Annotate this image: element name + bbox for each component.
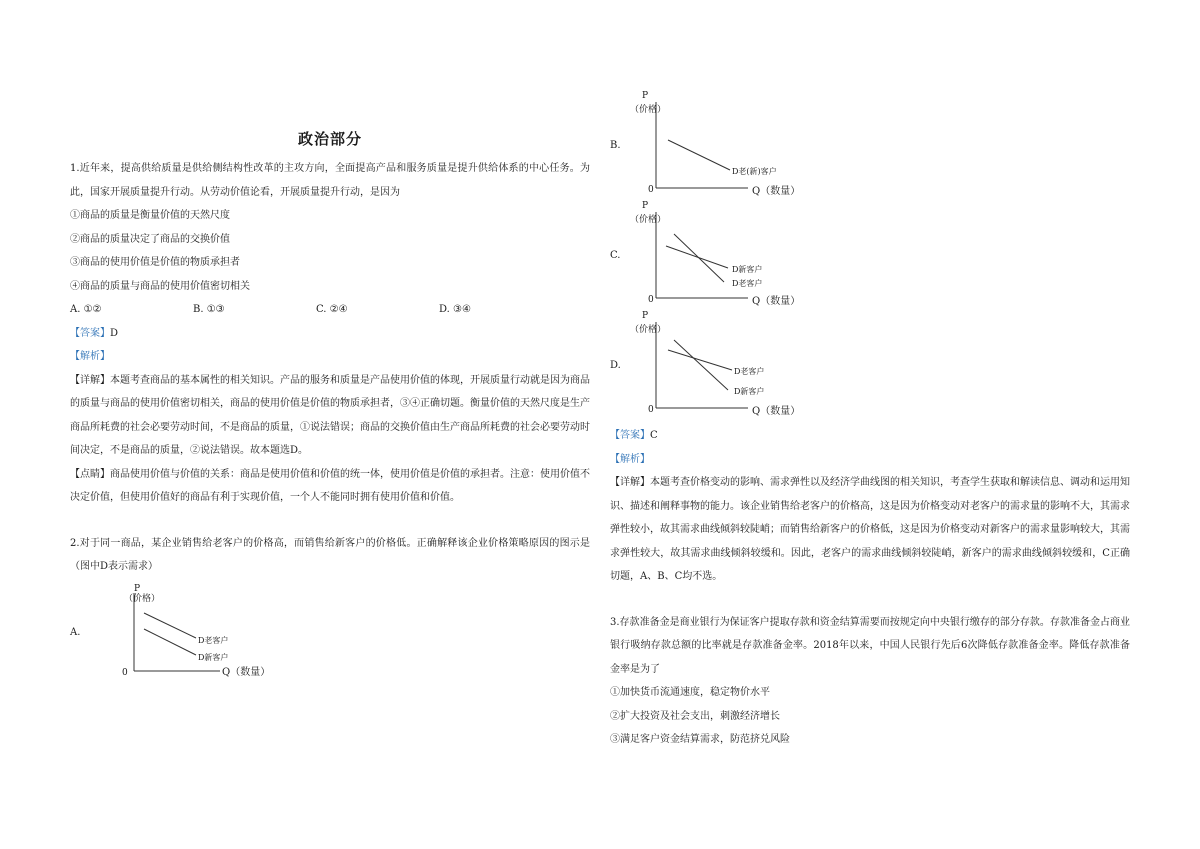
q1-analysis-tag (70, 345, 590, 369)
graph-d (610, 310, 1130, 420)
axis-p-cn-label: （价格） (124, 593, 161, 604)
detail-text: 本题考查商品的基本属性的相关知识。产品的服务和质量是产品使用价值的体现，开展质量行动就是因为商品的质量与商品的使用价值密切相关，商品的使用价值是价值的物质承担者，③④正确切题。衡量价值的天然尺度是生产商品所耗费的社会必要劳动时间，不是商品的质量，①说法错误；商品的交换价值由生产商品所耗费的社会必要劳动时间决定，不是商品的质量，②说法错误。故本题选D。 (70, 374, 590, 456)
axis-p-cn-label: （价格） (630, 325, 667, 335)
q3-stem: 3.存款准备金是商业银行为保证客户提取存款和资金结算需要而按规定向中央银行缴存的部分存款。存款准备金占商业银行吸纳存款总额的比率就是存款准备金率。2018年以来，中国人民银行先后6次降低存款准备金率。降低存款准备金率是为了 (610, 616, 1130, 675)
tip-text: 商品使用价值与价值的关系：商品是使用价值和价值的统一体，使用价值是价值的承担者。注意：使用价值不决定价值，但使用价值好的商品有利于实现价值，一个人不能同时拥有使用价值和价值。 (70, 468, 590, 503)
curve-label-old: D老客户 (734, 367, 765, 376)
curve-label-new: D新客户 (732, 265, 763, 274)
demand-curve-old (674, 234, 724, 282)
demand-chart-c (628, 200, 858, 310)
answer-value: D (110, 327, 119, 339)
demand-curve-new (674, 340, 728, 390)
analysis-tag: 【解析】 (70, 351, 110, 362)
tip-tag: 【点睛】 (70, 468, 110, 480)
q1-options (70, 298, 590, 322)
q1-item: ②商品的质量决定了商品的交换价值 (70, 233, 230, 245)
demand-curve (668, 140, 730, 170)
graph-b (610, 90, 1130, 200)
q1-option-c: C. ②④ (316, 304, 348, 315)
q3-item: ②扩大投资及社会支出，刺激经济增长 (610, 710, 780, 722)
demand-curve-new (144, 629, 196, 655)
axis-p-label: P (134, 583, 141, 594)
q1-detail (70, 369, 590, 463)
q1-item: ①商品的质量是衡量价值的天然尺度 (70, 210, 230, 221)
demand-chart-b (628, 90, 858, 200)
q2-detail (610, 471, 1130, 589)
q1-tip (70, 463, 590, 510)
q2-analysis-tag (610, 448, 1130, 472)
axis-q-label: Q（数量） (222, 666, 271, 678)
origin-label: 0 (648, 295, 654, 305)
q1-stem: 1.近年来，提高供给质量是供给侧结构性改革的主攻方向，全面提高产品和服务质量是提升供给体系的中心任务。为此，国家开展质量提升行动。从劳动价值论看，开展质量提升行动，是因为 (70, 163, 590, 198)
detail-tag: 【详解】 (70, 374, 110, 386)
graph-label: C. (610, 250, 621, 261)
answer-tag: 【答案】 (610, 430, 650, 441)
detail-text: 本题考查价格变动的影响、需求弹性以及经济学曲线图的相关知识，考查学生获取和解读信息、调动和运用知识、描述和阐释事物的能力。该企业销售给老客户的价格高，这是因为价格变动对老客户的需求量的影响不大，其需求弹性较小，故其需求曲线倾斜较陡峭；而销售给新客户的价格低，这是因为价格变动对新客户的需求量影响较大，其需求弹性较大，故其需求曲线倾斜较缓和。因此，老客户的需求曲线倾斜较陡峭，新客户的需求曲线倾斜较缓和，C正确切题，A、B、C均不选。 (610, 477, 1130, 582)
q2-stem: 2.对于同一商品，某企业销售给老客户的价格高，而销售给新客户的价格低。正确解释该企业价格策略原因的图示是（图中D表示需求） (70, 537, 590, 572)
axis-q-label: Q（数量） (752, 296, 801, 307)
q2-answer (610, 424, 1130, 448)
demand-curve-old (668, 350, 732, 370)
q1-option-b: B. ①③ (193, 304, 225, 315)
axis-q-label: Q（数量） (752, 186, 801, 197)
demand-chart-d (628, 310, 858, 420)
graph-label: D. (610, 360, 621, 371)
graph-label: A. (70, 626, 81, 638)
curve-label-old: D老客户 (198, 635, 229, 645)
curve-label-new: D新客户 (734, 387, 765, 396)
q1-option-a: A. ①② (70, 304, 102, 315)
q3-item: ③满足客户资金结算需求，防范挤兑风险 (610, 734, 790, 745)
detail-tag: 【详解】 (610, 477, 650, 488)
axis-p-label: P (642, 311, 649, 321)
graph-c (610, 200, 1130, 310)
graph-a (70, 583, 590, 683)
demand-curve-old (144, 613, 196, 638)
q1-item: ④商品的质量与商品的使用价值密切相关 (70, 280, 250, 292)
curve-label-old: D老客户 (732, 279, 763, 288)
axis-p-label: P (642, 91, 649, 101)
q1-item: ③商品的使用价值是价值的物质承担者 (70, 257, 240, 268)
q1-option-d: D. ③④ (439, 304, 471, 315)
demand-curve-new (666, 246, 728, 268)
demand-chart-a (110, 583, 340, 683)
curve-label: D老(新)客户 (732, 167, 777, 176)
axis-q-label: Q（数量） (752, 406, 801, 417)
axis-p-cn-label: （价格） (630, 215, 667, 225)
answer-value: C (650, 430, 658, 441)
axis-p-cn-label: （价格） (630, 105, 667, 115)
graph-label: B. (610, 140, 621, 151)
q1-answer (70, 322, 590, 346)
right-column (610, 90, 1130, 752)
origin-label: 0 (122, 667, 128, 678)
curve-label-new: D新客户 (198, 652, 229, 662)
origin-label: 0 (648, 405, 654, 415)
axis-p-label: P (642, 201, 649, 211)
section-title: 政治部分 (297, 130, 362, 148)
q3-item: ①加快货币流通速度，稳定物价水平 (610, 687, 770, 698)
origin-label: 0 (648, 185, 654, 195)
left-column (70, 128, 590, 683)
analysis-tag: 【解析】 (610, 453, 650, 465)
answer-tag: 【答案】 (70, 327, 110, 339)
